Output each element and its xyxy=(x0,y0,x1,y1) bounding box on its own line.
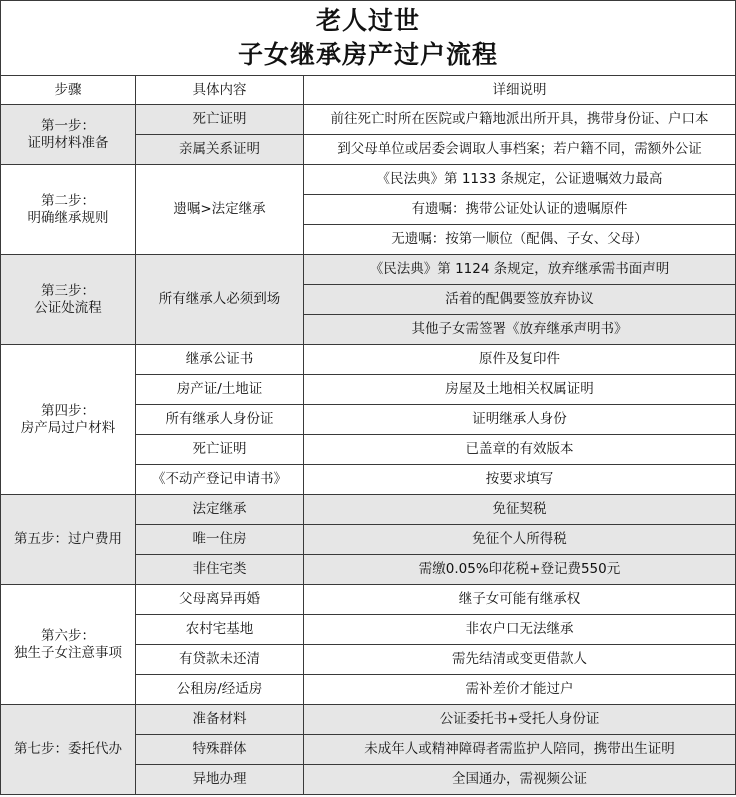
step-2-cell xyxy=(1,165,136,255)
detail-cell: 需补差价才能过户 xyxy=(304,675,736,705)
detail-cell: 无遗嘱：按第一顺位（配偶、子女、父母） xyxy=(304,225,736,255)
step-label: 独生子女注意事项 xyxy=(14,644,122,661)
detail-cell: 已盖章的有效版本 xyxy=(304,435,736,465)
detail-cell: 未成年人或精神障碍者需监护人陪同，携带出生证明 xyxy=(304,735,736,765)
content-cell: 准备材料 xyxy=(136,705,304,735)
column-header-step: 步骤 xyxy=(1,76,136,105)
table-row xyxy=(1,495,736,525)
title-line-1: 老人过世 xyxy=(316,6,421,35)
content-cell: 继承公证书 xyxy=(136,345,304,375)
detail-cell: 《民法典》第 1133 条规定，公证遗嘱效力最高 xyxy=(304,165,736,195)
detail-cell: 证明继承人身份 xyxy=(304,405,736,435)
step-label: 第六步： xyxy=(41,627,95,644)
detail-cell: 房屋及土地相关权属证明 xyxy=(304,375,736,405)
step-label: 房产局过户材料 xyxy=(20,419,116,436)
step-label: 第七步：委托代办 xyxy=(14,741,122,757)
content-cell: 唯一住房 xyxy=(136,525,304,555)
step-7-cell xyxy=(1,705,136,795)
table-row xyxy=(1,705,736,735)
detail-cell: 继子女可能有继承权 xyxy=(304,585,736,615)
content-cell: 所有继承人身份证 xyxy=(136,405,304,435)
step-4-cell xyxy=(1,345,136,495)
step-label: 明确继承规则 xyxy=(27,209,109,226)
step-label: 证明材料准备 xyxy=(27,134,109,151)
detail-cell: 到父母单位或居委会调取人事档案；若户籍不同，需额外公证 xyxy=(304,135,736,165)
detail-cell: 按要求填写 xyxy=(304,465,736,495)
table-row xyxy=(1,585,736,615)
content-cell: 死亡证明 xyxy=(136,435,304,465)
content-cell: 农村宅基地 xyxy=(136,615,304,645)
detail-cell: 非农户口无法继承 xyxy=(304,615,736,645)
step-3-cell xyxy=(1,255,136,345)
column-header-content: 具体内容 xyxy=(136,76,304,105)
step-label: 第一步： xyxy=(41,117,95,134)
step-label: 第三步： xyxy=(41,282,95,299)
content-cell: 亲属关系证明 xyxy=(136,135,304,165)
step-label: 第四步： xyxy=(41,402,95,419)
detail-cell: 原件及复印件 xyxy=(304,345,736,375)
content-cell: 非住宅类 xyxy=(136,555,304,585)
content-cell: 异地办理 xyxy=(136,765,304,795)
detail-cell: 前往死亡时所在医院或户籍地派出所开具，携带身份证、户口本 xyxy=(304,105,736,135)
title-line-2: 子女继承房产过户流程 xyxy=(238,40,499,69)
header-row xyxy=(1,76,736,105)
detail-cell: 免征契税 xyxy=(304,495,736,525)
step-label: 第二步： xyxy=(41,192,95,209)
detail-cell: 需缴0.05%印花税+登记费550元 xyxy=(304,555,736,585)
content-cell: 死亡证明 xyxy=(136,105,304,135)
content-cell: 父母离异再婚 xyxy=(136,585,304,615)
content-cell: 所有继承人必须到场 xyxy=(136,255,304,345)
content-cell: 特殊群体 xyxy=(136,735,304,765)
content-cell: 房产证/土地证 xyxy=(136,375,304,405)
content-cell: 《不动产登记申请书》 xyxy=(136,465,304,495)
detail-cell: 全国通办，需视频公证 xyxy=(304,765,736,795)
title-row xyxy=(1,1,736,76)
step-6-cell xyxy=(1,585,136,705)
step-5-cell xyxy=(1,495,136,585)
detail-cell: 其他子女需签署《放弃继承声明书》 xyxy=(304,315,736,345)
table-row xyxy=(1,165,736,195)
step-label: 第五步：过户费用 xyxy=(14,531,122,547)
detail-cell: 公证委托书+受托人身份证 xyxy=(304,705,736,735)
table-row xyxy=(1,105,736,135)
content-cell: 遗嘱>法定继承 xyxy=(136,165,304,255)
detail-cell: 需先结清或变更借款人 xyxy=(304,645,736,675)
step-1-cell xyxy=(1,105,136,165)
column-header-detail: 详细说明 xyxy=(304,76,736,105)
content-cell: 公租房/经适房 xyxy=(136,675,304,705)
table-title xyxy=(1,1,736,76)
detail-cell: 免征个人所得税 xyxy=(304,525,736,555)
detail-cell: 《民法典》第 1124 条规定，放弃继承需书面声明 xyxy=(304,255,736,285)
table-row xyxy=(1,255,736,285)
table-row xyxy=(1,345,736,375)
detail-cell: 有遗嘱：携带公证处认证的遗嘱原件 xyxy=(304,195,736,225)
content-cell: 有贷款未还清 xyxy=(136,645,304,675)
step-label: 公证处流程 xyxy=(34,299,102,316)
detail-cell: 活着的配偶要签放弃协议 xyxy=(304,285,736,315)
content-cell: 法定继承 xyxy=(136,495,304,525)
